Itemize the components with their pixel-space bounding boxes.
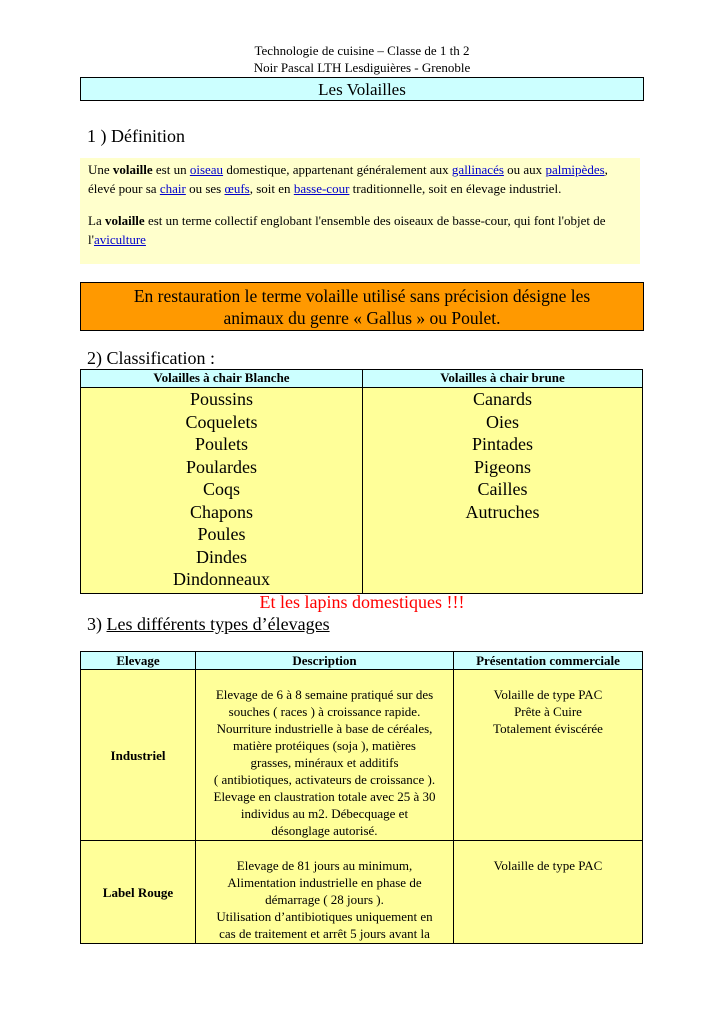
link-gallinaces[interactable]: gallinacés (451, 162, 504, 177)
list-item: Pigeons (473, 456, 531, 477)
list-item: Poulets (194, 434, 248, 454)
elevage-description: Elevage de 6 à 8 semaine pratiqué sur des souches ( races ) à croissance rapide. Nourriture industrielle à base de céréales, matière protéiques (soja ), matières grasses, minéraux et additifs ( antibiotiques, activateurs de croissance ). Elevage en claustration totale avec 25 à 30 individus au m2. Débecquage et désonglage autorisé. (196, 670, 454, 841)
col-header-elevage: Elevage (81, 652, 196, 670)
term-volaille-2: volaille (104, 213, 145, 228)
classification-table (80, 369, 643, 594)
restauration-highlight (80, 282, 644, 331)
definition-box (80, 158, 640, 264)
col-header-white: Volailles à chair Blanche (81, 370, 363, 388)
list-item: Pintades (472, 434, 533, 454)
rabbits-note: Et les lapins domestiques !!! (259, 592, 465, 612)
list-item: Oies (486, 411, 519, 432)
link-aviculture[interactable]: aviculture (93, 232, 146, 247)
page-title: Les Volailles (80, 77, 644, 101)
col-header-description: Description (196, 652, 454, 670)
list-item: Chapons (190, 501, 253, 522)
list-item: Poussins (189, 389, 254, 409)
table-row (81, 841, 643, 944)
list-item: Poulardes (186, 456, 257, 477)
elevage-name: Label Rouge (81, 841, 196, 944)
link-chair[interactable]: chair (159, 181, 186, 196)
elevages-heading: 3) Les différents types d’élevages (87, 614, 330, 634)
definition-paragraph-1: Une volaille est un oiseau domestique, appartenant généralement aux gallinacés ou aux palmipèdes, élevé pour sa chair ou ses œufs, soit en basse-cour traditionnelle, soit en élevage industriel. (88, 162, 608, 196)
definition-paragraph-2: La volaille est un terme collectif englobant l'ensemble des oiseaux de basse-cour, qui font l'objet de l'aviculture (88, 213, 606, 247)
col-header-brown: Volailles à chair brune (363, 370, 643, 388)
highlight-line-2: animaux du genre « Gallus » ou Poulet. (223, 308, 501, 328)
classification-heading: 2) Classification : (87, 348, 215, 368)
elevage-presentation: Volaille de type PAC Prête à Cuire Totalement éviscérée (454, 670, 643, 841)
list-item: Coquelets (185, 411, 258, 432)
elevages-table (80, 651, 643, 944)
elevage-description: Elevage de 81 jours au minimum, Alimentation industrielle en phase de démarrage ( 28 jours ). Utilisation d’antibiotiques uniquement en cas de traitement et arrêt 5 jours avant la (196, 841, 454, 944)
white-meat-list (81, 388, 363, 594)
list-item: Poules (197, 524, 246, 544)
link-oiseau[interactable]: oiseau (189, 162, 224, 177)
elevage-name: Industriel (81, 670, 196, 841)
list-item: Dindonneaux (173, 569, 270, 589)
elevage-presentation: Volaille de type PAC (454, 841, 643, 944)
brown-meat-list (363, 388, 643, 594)
definition-heading: 1 ) Définition (87, 126, 185, 146)
list-item: Canards (473, 389, 532, 409)
highlight-line-1: En restauration le terme volaille utilisé sans précision désigne les (133, 286, 591, 306)
table-row (81, 670, 643, 841)
list-item: Cailles (477, 479, 528, 499)
term-volaille: volaille (112, 162, 153, 177)
list-item: Coqs (202, 479, 240, 499)
list-item: Autruches (465, 501, 540, 522)
list-item: Dindes (196, 546, 247, 567)
link-basse-cour[interactable]: basse-cour (293, 181, 350, 196)
link-oeufs[interactable]: œufs (224, 181, 250, 196)
header-course-line: Technologie de cuisine – Classe de 1 th 2 (254, 43, 470, 58)
col-header-presentation: Présentation commerciale (454, 652, 643, 670)
link-palmipedes[interactable]: palmipèdes (545, 162, 605, 177)
header-author-line: Noir Pascal LTH Lesdiguières - Grenoble (253, 60, 471, 75)
